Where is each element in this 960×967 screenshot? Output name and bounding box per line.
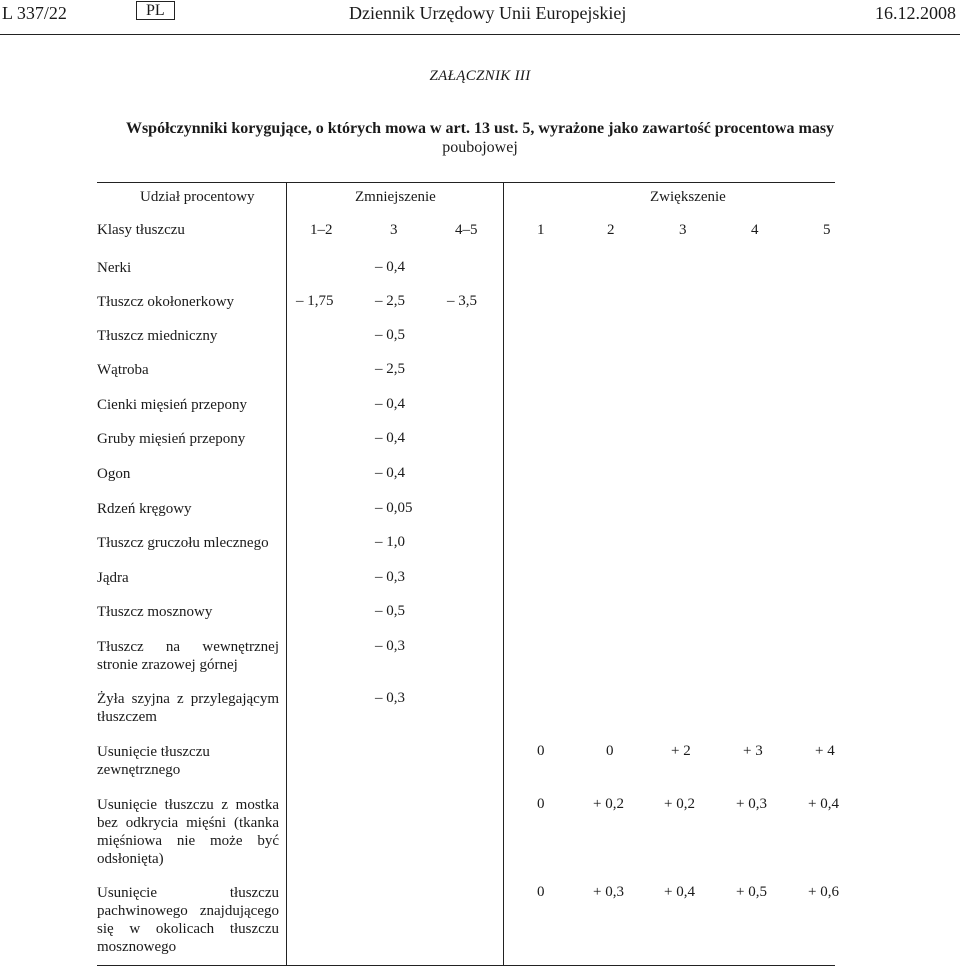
value-cell: – 0,3 — [375, 690, 405, 706]
title-continuation: poubojowej — [442, 139, 518, 156]
value-cell: + 3 — [743, 743, 763, 759]
value-cell: + 0,3 — [593, 884, 624, 900]
header-share: Udział procentowy — [140, 189, 255, 205]
row-label: Tłuszcz okołonerkowy — [97, 294, 235, 310]
table-column-divider — [286, 182, 287, 966]
row-label: Tłuszcz mosznowy — [97, 604, 213, 620]
row-label: Rdzeń kręgowy — [97, 501, 192, 517]
value-cell: – 0,5 — [375, 327, 405, 343]
publication-date: 16.12.2008 — [875, 3, 956, 23]
fat-class: 4 — [751, 222, 759, 238]
row-label: Żyła szyjna z przylegającym tłuszczem — [97, 691, 279, 725]
table-bottom-rule — [97, 965, 835, 966]
row-label: Usunięcie tłuszczu pachwinowego znajdującego się w okolicach tłuszczu mosznowego — [97, 885, 279, 955]
fat-class-label: Klasy tłuszczu — [97, 222, 185, 238]
value-cell: + 2 — [671, 743, 691, 759]
value-cell: + 0,4 — [808, 796, 839, 812]
row-label: Wątroba — [97, 362, 149, 378]
row-label: Gruby mięsień przepony — [97, 431, 246, 447]
annex-heading: ZAŁĄCZNIK III — [429, 68, 531, 84]
value-cell: + 0,2 — [593, 796, 624, 812]
document-title — [96, 119, 864, 157]
value-cell: + 0,4 — [664, 884, 695, 900]
value-cell: – 1,75 — [296, 293, 334, 309]
row-label: Tłuszcz miedniczny — [97, 328, 218, 344]
value-cell: + 0,6 — [808, 884, 839, 900]
value-cell: – 0,4 — [375, 259, 405, 275]
fat-class: 2 — [607, 222, 615, 238]
value-cell: 0 — [537, 796, 545, 812]
table-column-divider — [503, 182, 504, 966]
language-badge: PL — [136, 1, 175, 20]
value-cell: – 0,4 — [375, 396, 405, 412]
header-increase: Zwiększenie — [650, 189, 726, 205]
row-label: Nerki — [97, 260, 132, 276]
fat-class: 1 — [537, 222, 545, 238]
value-cell: – 0,3 — [375, 638, 405, 654]
value-cell: – 0,5 — [375, 603, 405, 619]
row-label: Usunięcie tłuszczu zewnętrznego — [97, 744, 210, 778]
row-label: Usunięcie tłuszczu z mostka bez odkrycia mięśni (tkanka mięśniowa nie może być odsłonięta) — [97, 797, 279, 867]
table-top-rule — [97, 182, 835, 183]
value-cell: – 0,4 — [375, 465, 405, 481]
value-cell: + 0,2 — [664, 796, 695, 812]
fat-class: 5 — [823, 222, 831, 238]
value-cell: 0 — [606, 743, 614, 759]
page-header — [0, 0, 960, 35]
journal-title: Dziennik Urzędowy Unii Europejskiej — [349, 3, 627, 23]
row-label: Cienki mięsień przepony — [97, 397, 247, 413]
fat-class: 4–5 — [455, 222, 478, 238]
value-cell: – 1,0 — [375, 534, 405, 550]
value-cell: + 4 — [815, 743, 835, 759]
row-label: Tłuszcz na wewnętrznej stronie zrazowej górnej — [97, 639, 279, 673]
header-decrease: Zmniejszenie — [355, 189, 436, 205]
value-cell: 0 — [537, 884, 545, 900]
value-cell: – 3,5 — [447, 293, 477, 309]
value-cell: 0 — [537, 743, 545, 759]
row-label: Jądra — [97, 570, 129, 586]
value-cell: – 0,4 — [375, 430, 405, 446]
value-cell: – 2,5 — [375, 293, 405, 309]
row-label: Tłuszcz gruczołu mlecznego — [97, 535, 269, 551]
fat-class: 1–2 — [310, 222, 333, 238]
value-cell: + 0,5 — [736, 884, 767, 900]
value-cell: – 0,3 — [375, 569, 405, 585]
page-reference: L 337/22 — [2, 3, 67, 23]
value-cell: + 0,3 — [736, 796, 767, 812]
value-cell: – 2,5 — [375, 361, 405, 377]
fat-class: 3 — [390, 222, 398, 238]
row-label: Ogon — [97, 466, 131, 482]
fat-class: 3 — [679, 222, 687, 238]
title-main: Współczynniki korygujące, o których mowa w art. 13 ust. 5, wyrażone jako zawartość procentowa masy — [125, 120, 835, 137]
value-cell: – 0,05 — [375, 500, 413, 516]
